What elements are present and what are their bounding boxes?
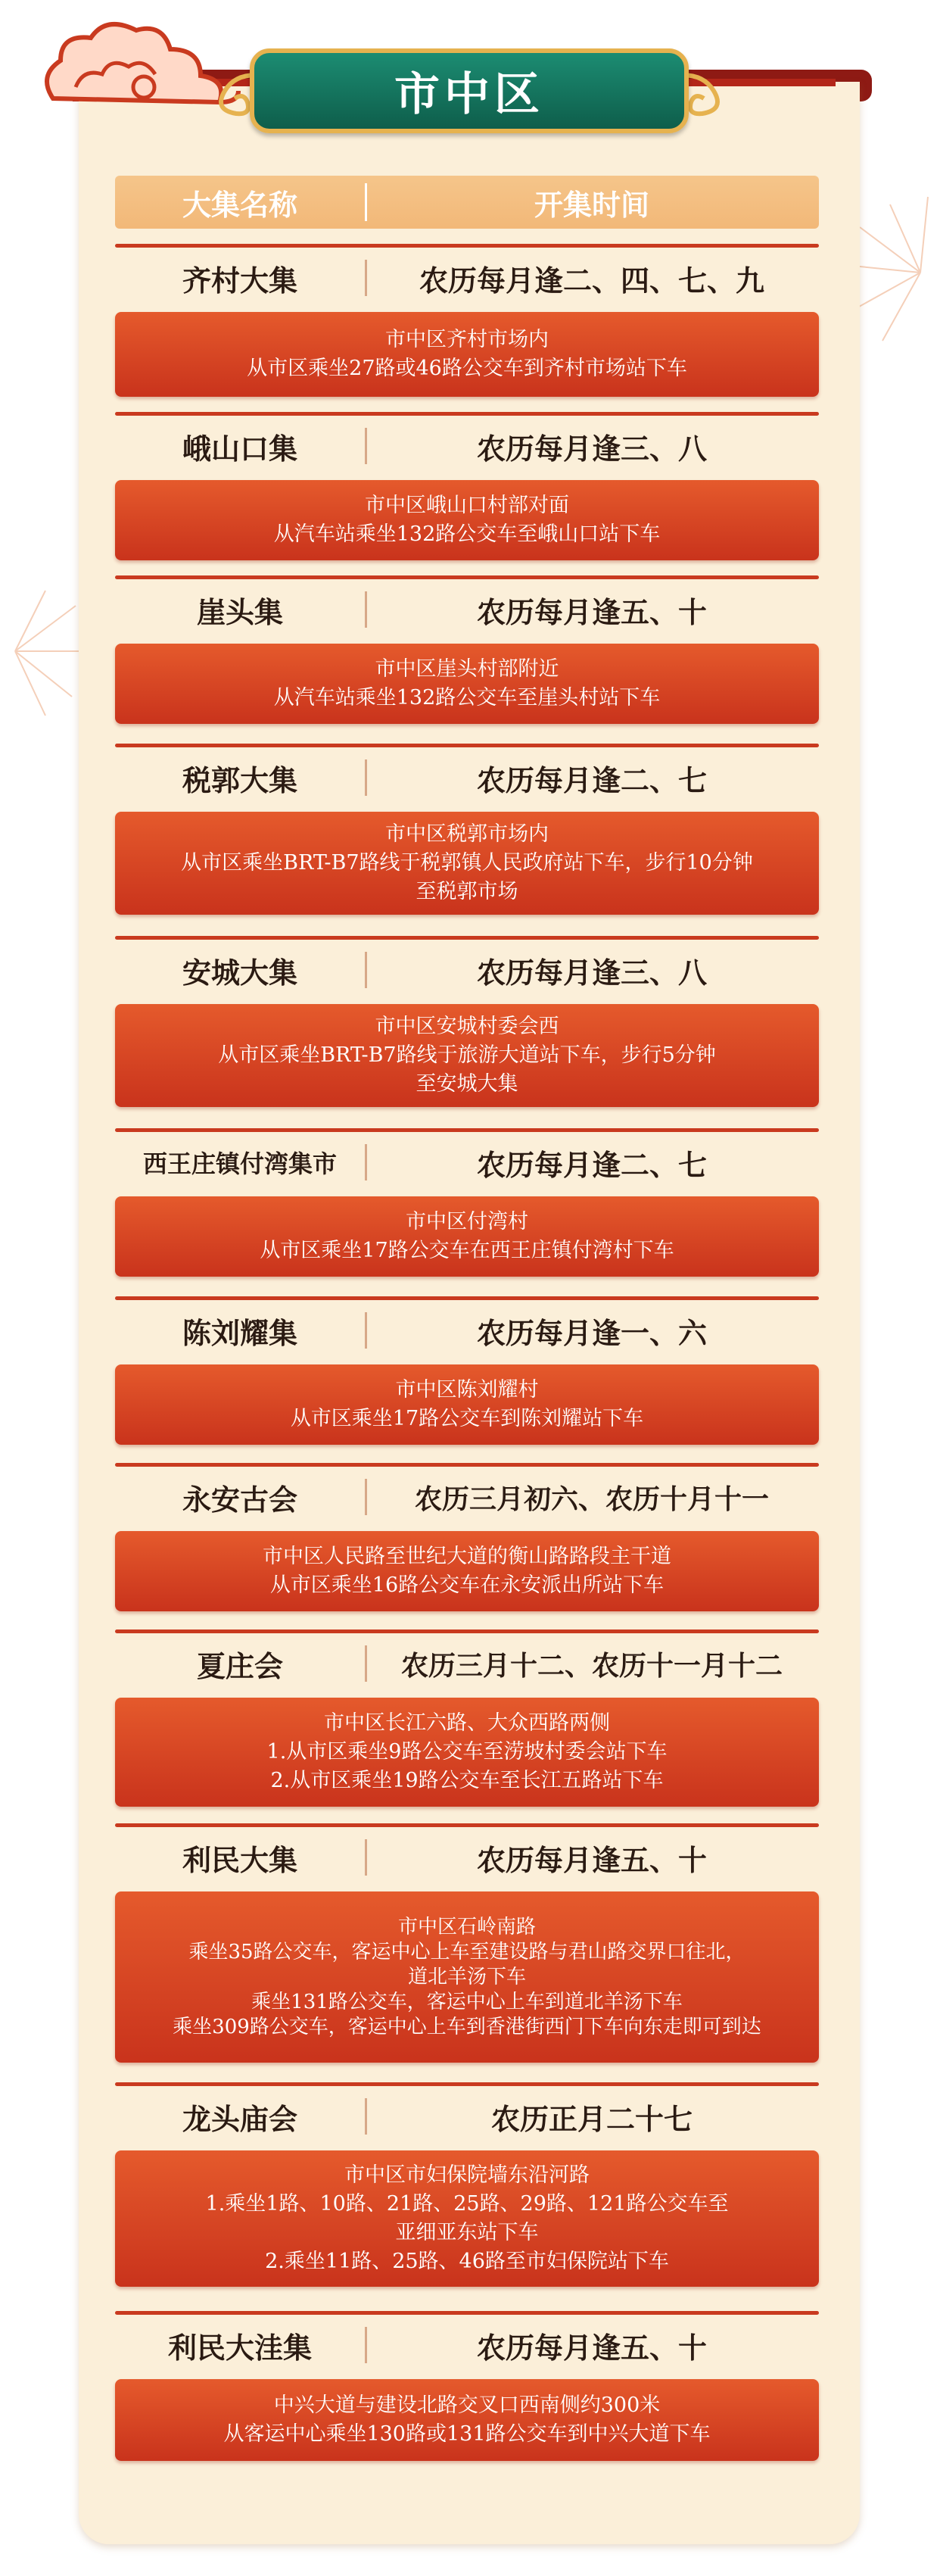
detail-line: 从客运中心乘坐130路或131路公交车到中兴大道下车	[223, 2422, 711, 2446]
detail-line: 从市区乘坐BRT-B7路线于税郭镇人民政府站下车，步行10分钟	[181, 851, 753, 875]
market-detail-box	[115, 1891, 819, 2063]
market-detail-box	[115, 1364, 819, 1445]
market-detail-box	[115, 812, 819, 915]
detail-line: 亚细亚东站下车	[395, 2221, 539, 2244]
entry-name-row	[115, 416, 819, 476]
district-banner	[250, 48, 689, 133]
detail-line: 市中区付湾村	[406, 1210, 528, 1233]
market-time: 农历三月十二、农历十一月十二	[400, 1650, 783, 1682]
header-time-column: 开集时间	[534, 188, 649, 222]
market-name: 峨山口集	[182, 432, 297, 466]
market-time: 农历每月逢五、十	[476, 2331, 707, 2365]
market-name: 龙头庙会	[182, 2102, 297, 2136]
market-name: 夏庄会	[196, 1649, 283, 1683]
market-name: 利民大洼集	[167, 2331, 312, 2365]
entry-name-row	[115, 940, 819, 1000]
detail-line: 2.从市区乘坐19路公交车至长江五路站下车	[270, 1769, 664, 1792]
firework-decoration-icon	[0, 575, 83, 727]
market-time: 农历每月逢五、十	[476, 1843, 707, 1877]
detail-line: 至安城大集	[416, 1072, 518, 1096]
detail-line: 市中区峨山口村部对面	[365, 494, 569, 517]
detail-line: 市中区长江六路、大众西路两侧	[324, 1711, 610, 1735]
detail-line: 2.乘坐11路、25路、46路至市妇保院站下车	[265, 2250, 669, 2273]
market-time: 农历每月逢五、十	[476, 595, 707, 629]
detail-line: 1.从市区乘坐9路公交车至涝坡村委会站下车	[266, 1740, 668, 1764]
entry-name-row	[115, 2315, 819, 2375]
market-name: 税郭大集	[182, 763, 297, 797]
market-time: 农历三月初六、农历十月十一	[414, 1483, 769, 1515]
market-name: 陈刘耀集	[182, 1316, 297, 1350]
detail-line: 从汽车站乘坐132路公交车至崖头村站下车	[273, 686, 661, 709]
detail-line: 市中区崖头村部附近	[375, 657, 559, 681]
detail-line: 乘坐131路公交车，客运中心上车到道北羊汤下车	[251, 1990, 683, 2013]
detail-line: 乘坐309路公交车，客运中心上车到香港街西门下车向东走即可到达	[173, 2015, 761, 2038]
detail-line: 市中区石岭南路	[397, 1915, 536, 1938]
detail-line: 乘坐35路公交车，客运中心上车至建设路与君山路交界口往北，	[188, 1940, 745, 1963]
market-name: 崖头集	[196, 595, 283, 629]
entry-name-row	[115, 1827, 819, 1888]
entry-name-row	[115, 248, 819, 308]
detail-line: 市中区陈刘耀村	[395, 1378, 539, 1402]
market-time: 农历每月逢二、七	[476, 1148, 707, 1182]
detail-line: 中兴大道与建设北路交叉口西南侧约300米	[273, 2394, 661, 2417]
detail-line: 市中区税郭市场内	[385, 822, 549, 846]
entry-name-row	[115, 579, 819, 640]
detail-line: 市中区齐村市场内	[385, 328, 549, 351]
detail-line: 市中区安城村委会西	[375, 1015, 559, 1038]
market-name: 齐村大集	[182, 264, 297, 298]
market-time: 农历正月二十七	[490, 2102, 693, 2136]
market-detail-box	[115, 2379, 819, 2461]
market-detail-box	[115, 480, 819, 560]
market-name: 利民大集	[182, 1843, 297, 1877]
market-detail-box	[115, 1698, 819, 1807]
table-header	[115, 176, 819, 229]
market-name: 永安古会	[182, 1483, 297, 1517]
entry-name-row	[115, 747, 819, 808]
detail-line: 从市区乘坐17路公交车到陈刘耀站下车	[290, 1407, 644, 1430]
entry-name-row	[115, 2086, 819, 2147]
detail-line: 从市区乘坐16路公交车在永安派出所站下车	[269, 1573, 665, 1597]
entry-name-row	[115, 1132, 819, 1193]
entry-name-row	[115, 1633, 819, 1694]
market-time: 农历每月逢二、四、七、九	[419, 264, 764, 298]
header-name-column: 大集名称	[182, 188, 297, 222]
detail-line: 从市区乘坐BRT-B7路线于旅游大道站下车，步行5分钟	[218, 1043, 716, 1067]
market-name: 西王庄镇付湾集市	[142, 1149, 337, 1178]
detail-line: 道北羊汤下车	[407, 1965, 526, 1988]
market-time: 农历每月逢三、八	[476, 956, 707, 990]
detail-line: 从市区乘坐17路公交车在西王庄镇付湾村下车	[260, 1239, 674, 1262]
detail-line: 至税郭市场	[416, 880, 518, 903]
market-detail-box	[115, 1531, 819, 1611]
market-detail-box	[115, 1004, 819, 1107]
entry-name-row	[115, 1300, 819, 1361]
detail-line: 从汽车站乘坐132路公交车至峨山口站下车	[273, 522, 661, 546]
market-detail-box	[115, 644, 819, 724]
entry-name-row	[115, 1467, 819, 1527]
detail-line: 1.乘坐1路、10路、21路、25路、29路、121路公交车至	[205, 2192, 729, 2216]
market-time: 农历每月逢一、六	[476, 1316, 707, 1350]
market-time: 农历每月逢三、八	[476, 432, 707, 466]
detail-line: 市中区市妇保院墙东沿河路	[344, 2163, 590, 2187]
market-detail-box	[115, 312, 819, 397]
market-detail-box	[115, 2150, 819, 2287]
detail-line: 从市区乘坐27路或46路公交车到齐村市场站下车	[247, 357, 687, 380]
detail-line: 市中区人民路至世纪大道的衡山路路段主干道	[263, 1545, 671, 1568]
market-name: 安城大集	[182, 956, 297, 990]
market-time: 农历每月逢二、七	[476, 763, 707, 797]
page-title: 市中区	[394, 68, 544, 121]
market-detail-box	[115, 1196, 819, 1277]
